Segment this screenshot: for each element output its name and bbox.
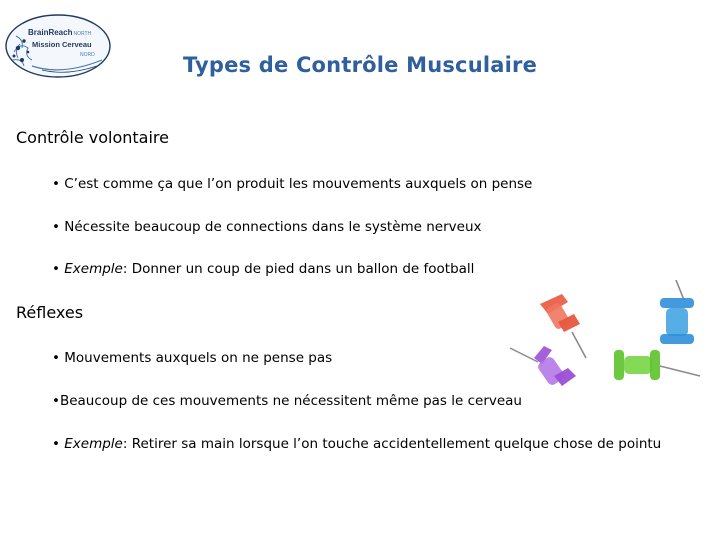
purple-pin-icon — [510, 346, 576, 387]
bullet-volontaire-3 — [52, 261, 474, 277]
push-pins-illustration — [500, 280, 720, 420]
example-label: Exemple — [64, 261, 123, 277]
example-text: : Retirer sa main lorsque l’on touche accidentellement quelque chose de pointu — [122, 436, 662, 452]
logo-brainreach-text: BrainReach — [28, 28, 73, 37]
example-text: : Donner un coup de pied dans un ballon de football — [122, 261, 475, 277]
green-pin-icon — [614, 350, 700, 380]
bullet-marker: • — [52, 436, 65, 452]
section-heading-volontaire: Contrôle volontaire — [16, 128, 169, 147]
bullet-reflexes-3 — [52, 434, 662, 454]
bullet-volontaire-1: • C’est comme ça que l’on produit les mouvements auxquels on pense — [52, 176, 533, 192]
slide-title: Types de Contrôle Musculaire — [182, 53, 538, 77]
example-label: Exemple — [64, 436, 123, 452]
bullet-volontaire-2: • Nécessite beaucoup de connections dans le système nerveux — [52, 219, 482, 235]
logo-line-1 — [28, 28, 91, 37]
logo-north-text: NORTH — [73, 31, 92, 37]
bullet-reflexes-1: • Mouvements auxquels on ne pense pas — [52, 350, 333, 366]
bullet-marker: • — [52, 261, 65, 277]
section-heading-reflexes: Réflexes — [16, 303, 84, 322]
bullet-reflexes-2: •Beaucoup de ces mouvements ne nécessitent même pas le cerveau — [52, 393, 522, 409]
push-pins-graphic — [500, 280, 720, 420]
logo-line-3: NORD — [80, 52, 95, 58]
blue-pin-icon — [660, 280, 694, 344]
logo-line-2: Mission Cerveau — [32, 40, 92, 49]
